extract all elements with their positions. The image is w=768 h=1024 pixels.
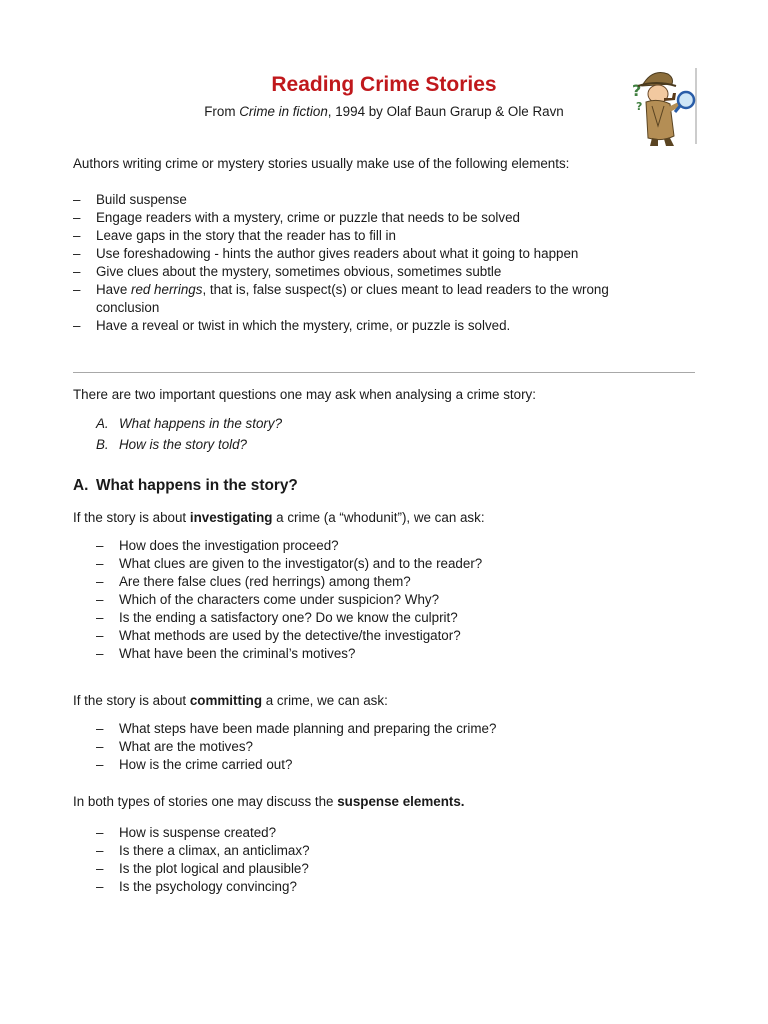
list-item: – Is the plot logical and plausible? — [96, 861, 309, 876]
committing-questions-list — [96, 720, 676, 774]
list-item: – Is the psychology convincing? — [96, 879, 297, 894]
list-item: – What clues are given to the investigator(s) and to the reader? — [96, 556, 483, 571]
list-item: A. What happens in the story? — [96, 416, 283, 431]
red-herrings-term: red herrings — [130, 282, 203, 297]
list-item: – How is the crime carried out? — [96, 757, 293, 772]
suspense-intro: In both types of stories one may discuss the suspense elements. — [73, 794, 465, 809]
svg-text:?: ? — [632, 81, 642, 100]
list-item: – What are the motives? — [96, 739, 253, 754]
list-item: B. How is the story told? — [96, 437, 248, 452]
list-item: – What steps have been made planning and preparing the crime? — [96, 721, 497, 736]
list-item: – Give clues about the mystery, sometimes obvious, sometimes subtle — [73, 264, 502, 279]
list-item: – Build suspense — [73, 192, 187, 207]
questions-list — [96, 413, 282, 455]
list-item: – Are there false clues (red herrings) among them? — [96, 574, 411, 589]
elements-list — [73, 191, 673, 335]
list-item: – Have a reveal or twist in which the mystery, crime, or puzzle is solved. — [73, 318, 511, 333]
intro-text: Authors writing crime or mystery stories usually make use of the following elements: — [73, 156, 570, 171]
subtitle-prefix: From — [204, 104, 240, 119]
committing-intro: If the story is about committing a crime, we can ask: — [73, 693, 388, 708]
page-title: Reading Crime Stories — [271, 73, 497, 96]
list-item: – Engage readers with a mystery, crime or puzzle that needs to be solved — [73, 210, 521, 225]
list-item: – How does the investigation proceed? — [96, 538, 339, 553]
questions-intro: There are two important questions one may ask when analysing a crime story: — [73, 387, 536, 402]
svg-text:?: ? — [636, 100, 643, 113]
list-item: – What have been the criminal’s motives? — [96, 646, 356, 661]
list-item: – Have red herrings, that is, false suspect(s) or clues meant to lead readers to the wrong conclusion — [73, 282, 609, 315]
divider — [73, 372, 695, 373]
list-item: – Is the ending a satisfactory one? Do we know the culprit? — [96, 610, 458, 625]
list-item: – Leave gaps in the story that the reader has to fill in — [73, 228, 396, 243]
section-heading: A. What happens in the story? — [73, 477, 298, 494]
subtitle-suffix: , 1994 by Olaf Baun Grarup & Ole Ravn — [327, 104, 564, 119]
list-item: – How is suspense created? — [96, 825, 277, 840]
source-title: Crime in fiction — [239, 104, 328, 119]
investigating-intro: If the story is about investigating a crime (a “whodunit”), we can ask: — [73, 510, 485, 525]
list-item: – What methods are used by the detective/the investigator? — [96, 628, 461, 643]
list-item: – Is there a climax, an anticlimax? — [96, 843, 310, 858]
list-item: – Which of the characters come under suspicion? Why? — [96, 592, 440, 607]
suspense-questions-list — [96, 824, 676, 896]
list-item: – Use foreshadowing - hints the author gives readers about what it going to happen — [73, 246, 579, 261]
detective-with-magnifying-glass-icon — [628, 66, 700, 148]
investigating-questions-list — [96, 537, 676, 663]
